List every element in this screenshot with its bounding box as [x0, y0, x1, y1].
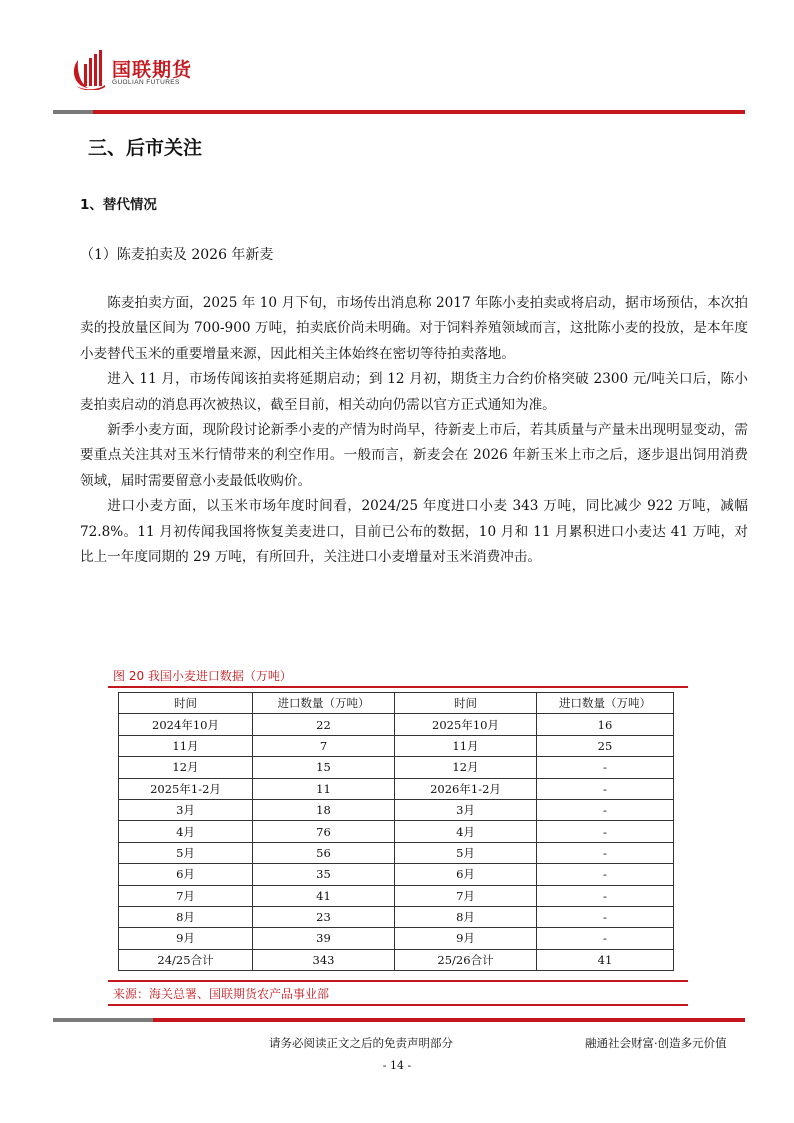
table-cell: 4月 — [119, 821, 253, 842]
table-cell: 22 — [253, 714, 395, 735]
table-row — [119, 864, 674, 885]
table-source: 来源：海关总署、国联期货农产品事业部 — [113, 987, 330, 1001]
header-cell: 时间 — [119, 693, 253, 714]
header-cell: 时间 — [395, 693, 537, 714]
table-caption: 图 20 我国小麦进口数据（万吨） — [113, 669, 292, 683]
table-cell: 3月 — [119, 799, 253, 820]
source-divider-bottom — [108, 1004, 688, 1006]
paragraph: 进口小麦方面，以玉米市场年度时间看，2024/25 年度进口小麦 343 万吨，同比减少 922 万吨，减幅 72.8%。11 月初传闻我国将恢复美麦进口，目前已公布的数据，10 月和 11 月累积进口小麦达 41 万吨，对比上一年度同期的 29 万吨，有所回升，关注进口小麦增量对玉米消费冲击。 — [80, 498, 748, 566]
table-cell: 12月 — [119, 757, 253, 778]
table-header-row — [119, 693, 674, 714]
table-cell: 3月 — [395, 799, 537, 820]
table-cell: - — [537, 864, 674, 885]
table-cell: 11 — [253, 778, 395, 799]
table-cell: 2024年10月 — [119, 714, 253, 735]
table-cell: 18 — [253, 799, 395, 820]
table-cell: 16 — [537, 714, 674, 735]
table-cell: 5月 — [395, 842, 537, 863]
source-divider-top — [108, 980, 688, 982]
paragraph: 新季小麦方面，现阶段讨论新季小麦的产情为时尚早，待新麦上市后，若其质量与产量未出现明显变动，需要重点关注其对玉米行情带来的利空作用。一般而言，新麦会在 2026 年新玉米上市之后，逐步退出饲用消费领域，届时需要留意小麦最低收购价。 — [80, 422, 748, 489]
table-cell: 8月 — [395, 906, 537, 927]
header-cell: 进口数量（万吨） — [537, 693, 674, 714]
table-cell: 23 — [253, 906, 395, 927]
table-cell: - — [537, 842, 674, 863]
table-cell: 25 — [537, 735, 674, 756]
logo-text-en: GUOLIAN FUTURES — [112, 79, 180, 86]
subsubsection-title: （1）陈麦拍卖及 2026 年新麦 — [80, 247, 274, 263]
subsection-title: 1、替代情况 — [80, 197, 157, 213]
table-cell: 76 — [253, 821, 395, 842]
table-cell: - — [537, 799, 674, 820]
table-cell: - — [537, 821, 674, 842]
table-row — [119, 885, 674, 906]
table-row — [119, 799, 674, 820]
table-cell: 6月 — [119, 864, 253, 885]
paragraph: 进入 11 月，市场传闻该拍卖将延期启动；到 12 月初，期货主力合约价格突破 2300 元/吨关口后，陈小麦拍卖启动的消息再次被热议，截至目前，相关动向仍需以官方正式通知为准。 — [80, 371, 748, 413]
table-cell: 2025年1-2月 — [119, 778, 253, 799]
table-row — [119, 928, 674, 949]
table-row — [119, 906, 674, 927]
section-title: 三、后市关注 — [88, 137, 203, 159]
table-cell: 35 — [253, 864, 395, 885]
table-cell: 41 — [537, 949, 674, 970]
table-cell: 12月 — [395, 757, 537, 778]
table-cell: - — [537, 928, 674, 949]
table-cell: 11月 — [395, 735, 537, 756]
table-row — [119, 757, 674, 778]
table-cell: 7月 — [119, 885, 253, 906]
table-cell: 4月 — [395, 821, 537, 842]
table-row — [119, 842, 674, 863]
footer-divider — [53, 1018, 745, 1022]
table-cell: 25/26合计 — [395, 949, 537, 970]
table-row — [119, 735, 674, 756]
table-cell: 2025年10月 — [395, 714, 537, 735]
table-cell: - — [537, 757, 674, 778]
table-cell: 9月 — [395, 928, 537, 949]
guolian-logo-icon — [72, 50, 106, 90]
caption-divider — [108, 686, 688, 688]
body-text — [80, 291, 748, 570]
table-cell: 9月 — [119, 928, 253, 949]
header-cell: 进口数量（万吨） — [253, 693, 395, 714]
table-row — [119, 714, 674, 735]
table-cell: 7 — [253, 735, 395, 756]
logo-text-cn: 国联期货 — [112, 59, 193, 81]
table-cell: 343 — [253, 949, 395, 970]
table-cell: 5月 — [119, 842, 253, 863]
table-cell: - — [537, 906, 674, 927]
header-divider — [53, 110, 745, 114]
table-cell: - — [537, 885, 674, 906]
table-row — [119, 778, 674, 799]
table-cell: 56 — [253, 842, 395, 863]
wheat-import-table — [118, 692, 674, 971]
table-total-row — [119, 949, 674, 970]
page-number: - 14 - — [382, 1059, 412, 1072]
table-cell: 41 — [253, 885, 395, 906]
footer-disclaimer: 请务必阅读正文之后的免责声明部分 — [269, 1036, 453, 1050]
table-cell: 2026年1-2月 — [395, 778, 537, 799]
table-cell: 7月 — [395, 885, 537, 906]
footer-slogan: 融通社会财富·创造多元价值 — [585, 1036, 727, 1050]
table-cell: 6月 — [395, 864, 537, 885]
paragraph: 陈麦拍卖方面，2025 年 10 月下旬，市场传出消息称 2017 年陈小麦拍卖或将启动，据市场预估，本次拍卖的投放量区间为 700-900 万吨，拍卖底价尚未明确。对于饲料养殖领域而言，这批陈小麦的投放，是本年度小麦替代玉米的重要增量来源，因此相关主体始终在密切等待拍卖落地。 — [80, 295, 748, 362]
table-cell: 24/25合计 — [119, 949, 253, 970]
table-cell: 15 — [253, 757, 395, 778]
table-cell: - — [537, 778, 674, 799]
table-cell: 39 — [253, 928, 395, 949]
table-cell: 11月 — [119, 735, 253, 756]
table-row — [119, 821, 674, 842]
table-cell: 8月 — [119, 906, 253, 927]
